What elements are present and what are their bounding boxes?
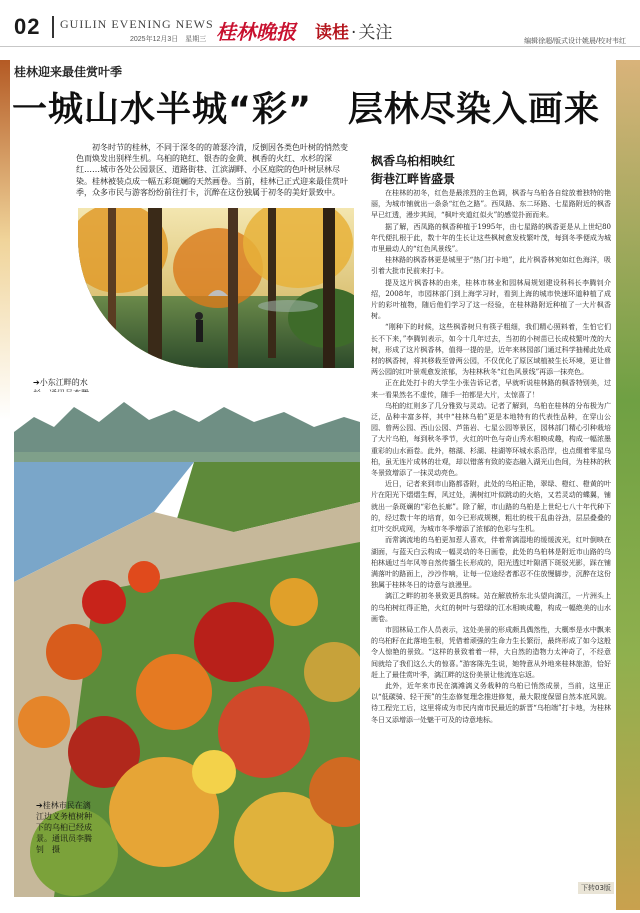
right-decorative-band	[616, 60, 640, 910]
section-title	[315, 18, 392, 43]
body-paragraph: 正在此处打卡的大学生小张告诉记者，早就听说桂林路的枫香特别美，过来一看果然名不虚传，随手一拍都是大片，太惊喜了！	[371, 379, 611, 399]
caption-photo2-text: 桂林市民在漓江边义务植树种下的乌桕已经成景。通讯员李腾钊 摄	[36, 801, 92, 854]
body-paragraph: 桂林路的枫香林更是城里于“热门打卡地”，此片枫香林宛如红色海洋，吸引着大批市民前来打卡。	[371, 256, 611, 276]
body-paragraph: 提及这片枫香林的由来，桂林市林业和园林局规划建设科科长李腾钊介绍，2008年，市园林部门到上海学习时，看到上海的城市快速环道种植了成片的彩叶植物，随后他们学习了这一经验，在桂林路附近种植了一大片枫香树。	[371, 278, 611, 321]
body-paragraph: 而常漓流地的乌桕更加惹人喜欢，伴着常漓湿地的缓缓波光，红叶倒映在湖面，与蓝天白云构成一幅灵动的冬日画卷，此处的乌桕林是附近市山路的乌桕林通过当年风等自然传播生长形成的，阳光透过叶隙洒下斑驳光影，踩在铺满落叶的路面上，沙沙作响，让每一位途经者都忍不住放慢脚步，沉醉在这份独属于桂林冬日的诗意与浪漫里。	[371, 536, 611, 590]
section-separator: ·	[351, 23, 357, 43]
brand-logo: 桂林晚报	[216, 20, 296, 44]
arrow-right-icon: ➔	[33, 378, 40, 387]
body-paragraph: 市园林局工作人员表示，这处美景的形成颇具偶然性，大概率是水中飘来的乌桕籽在此落地生根，凭借着顽强的生命力生长繁衍，最终形成了如今这般令人惊艳的景致。“这样的景致着着一样，大自然的造物力太神奇了，不经意间就给了我们这么大的惊喜。”游客陈先生说，她特意从外地来桂林旅游，恰好赶上了最佳赏叶季，漓江畔的这份美景让他流连忘返。	[371, 625, 611, 679]
subheadline-line2: 街巷江畔皆盛景	[371, 172, 456, 186]
subheadline-line1: 枫香乌桕相映红	[371, 154, 456, 168]
section-name: 读桂	[315, 23, 349, 43]
header-divider	[52, 16, 54, 38]
left-decorative-band	[0, 60, 10, 420]
paper-name: GUILIN EVENING NEWS	[60, 17, 214, 31]
body-paragraph: 乌桕的红则多了几分雅致与灵动。记者了解到，乌桕在桂林的分布极为广泛，品种丰富多样，其中“桂林乌桕”更是本地特有的代表性品种，在穿山公园、曾两公园、西山公园、芦笛岩、七星公园等景区，园林部门精心引种栽培了大片乌桕，每到秋冬季节，火红的叶色与奇山秀水相映成趣，构成一幅浓墨重彩的山水画卷。此外，榕湖、杉湖、桂湖等环城水系沿岸，也点缀着零星乌桕，虽无连片成林的壮观，却以错落有致的姿态融入湖光山色间，为桂林的秋冬景致增添了一抹灵动亮色。	[371, 401, 611, 478]
editor-credits: 编辑徐超/版式设计姚晨/校对韦红	[524, 38, 626, 45]
caption-photo1-text: 小东江畔的水	[39, 378, 88, 387]
body-paragraph: 近日，记者来到市山路都香附，此处的乌桕正艳，翠绿、橙红、橙黄的叶片在阳光下熠熠生辉，风过处，满树红叶似跳动的火焰，又若灵动的蝶翼，铺就出一条斑斓的“彩色长廊”。除了解，市山路的乌桕是上世纪七八十年代种下的，经过数十年的培育，如今已形成规模，粗壮的枝干乱曲谷劲，层层叠叠的红叶交织成网，为城市冬季增添了浓郁的色彩与生机。	[371, 480, 611, 534]
body-paragraph: 漓江之畔的初冬景致更具韵味。站在解放桥东北头望向漓江，一片洲头上的乌桕树红得正艳，火红的树叶与碧绿的江水相映成趣，构成一幅绝美的山水画卷。	[371, 592, 611, 623]
body-paragraph: 此外，近年来市民在漓滩漓义务栽种的乌桕已悄然成景，当前，这里正以“低碳骑、轻干预”的生态修复理念推进修复，最大限度保留自然本底风貌。待工程完工后，这里将成为市民内南市民最近的新晋“乌桕端”打卡地，为桂林冬日又添增添一处魅干可及的诗意地标。	[371, 681, 611, 724]
article-body	[371, 188, 611, 898]
page-header	[0, 0, 640, 47]
photo1-illustration	[78, 208, 354, 368]
continued-on-page[interactable]: 下转03版	[578, 882, 614, 894]
section-subname: 关注	[358, 23, 393, 43]
body-paragraph: “刚种下的时候，这些枫香树只有筷子粗细，我们精心照料着，生怕它们长不下来，”李腾钊表示，如今十几年过去，当初的小树苗已长成枝繁叶茂的大树，形成了这片枫香林，值得一提的是，近年来林园部门通过科学抽稀此处成材的枫香树，将其移栽至曾两公园，不仅优化了原区域植被生长环境，更让曾两公园的红叶景观愈发浓郁，为桂林秋冬“红色风景线”再添一抹亮色。	[371, 323, 611, 377]
subheadline	[371, 152, 455, 188]
kicker: 桂林迎来最佳赏叶季	[14, 65, 123, 79]
arrow-right-icon: ➔	[36, 801, 43, 810]
headline: 一城山水半城“彩” 层林尽染入画来	[12, 90, 601, 130]
caption-photo2	[36, 800, 94, 855]
lead-paragraph: 初冬时节的桂林，不同于深冬的的萧瑟冷清，反倒因各类色叶树的悄然变色而焕发出别样生机。乌桕的艳红、银杏的金黄、枫香的火红、水杉的深红……城市各处公园景区、道路街巷、江滨湖畔、小区庭院的色叶树层林尽染。桂林被装点成一幅五彩斑斓的天然画卷。当前，桂林已正式迎来最佳赏叶季，众多市民与游客纷纷前往打卡，沉醉在这份独属于初冬的美好景致中。	[76, 143, 348, 197]
issue-date: 2025年12月3日 星期三	[130, 36, 207, 43]
body-paragraph: 在桂林的初冬，红色是最浓烈的主色调，枫香与乌桕各自绽放着独特的艳丽，为城市铺就出一条条“红色之路”。西凤路、东二环路、七星路附近的枫香早已红透，漫步其间，“枫叶夹道红似火”的感觉扑面而来。	[371, 189, 611, 220]
body-paragraph: 据了解，西凤路的枫香种植于1995年，由七星路的枫香更是从上世纪80年代便扎根于此，数十年的生长让这些枫树愈发枝繁叶茂，每到冬季便成为城市里最动人的“红色风景线”。	[371, 222, 611, 254]
photo-metasequoia-lake	[78, 208, 354, 368]
page-number: 02	[14, 14, 41, 39]
